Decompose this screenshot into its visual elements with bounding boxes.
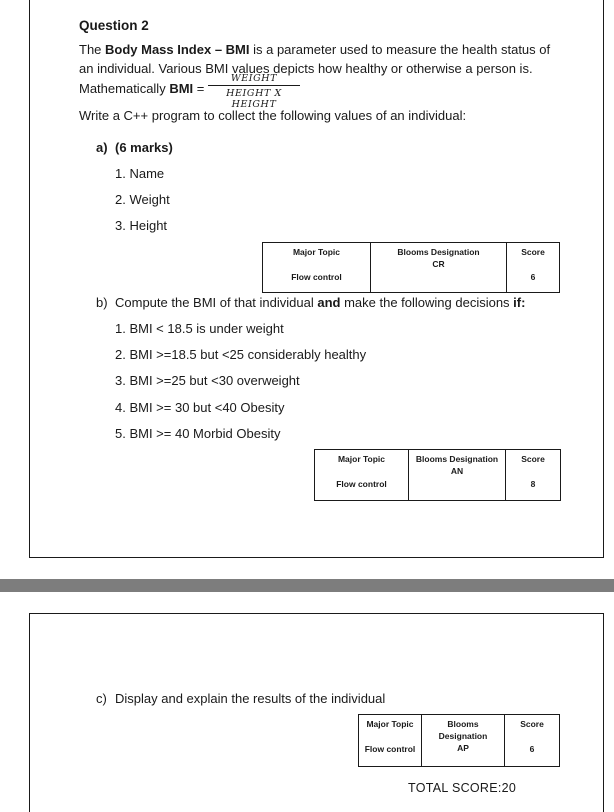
instruction: Write a C++ program to collect the following values of an individual: (79, 108, 467, 123)
rubric-topic-header: Major Topic (337, 454, 386, 464)
part-a-marks: (6 marks) (115, 140, 173, 155)
rubric-score-header: Score (520, 719, 544, 729)
rubric-blooms-value: AP (457, 743, 469, 753)
rubric-blooms-header: Blooms Designation (397, 247, 480, 257)
math-line (79, 81, 204, 97)
math-equals: = (193, 81, 205, 96)
part-b-bold: and (317, 295, 341, 310)
rubric-blooms-cell (422, 715, 505, 767)
part-a-item-height: 3. Height (115, 218, 168, 233)
rubric-topic-header: Major Topic (366, 719, 414, 729)
part-b-item-3: 3. BMI >=25 but <30 overweight (115, 373, 300, 388)
intro-prefix: The (79, 42, 106, 57)
intro-bold-term: Body Mass Index – BMI (105, 42, 250, 57)
formula-numerator: WEIGHT (230, 73, 278, 84)
total-score: TOTAL SCORE:20 (408, 781, 517, 795)
part-b-prompt (115, 295, 525, 311)
rubric-score-header: Score (521, 247, 545, 257)
rubric-blooms-cell (409, 450, 506, 501)
rubric-blooms-header-2: Designation (438, 731, 488, 741)
rubric-table-b (314, 449, 561, 501)
rubric-topic-cell (315, 450, 409, 501)
bmi-formula (208, 73, 300, 110)
formula-denominator: HEIGHT X HEIGHT (226, 88, 282, 110)
rubric-score-value: 6 (530, 272, 536, 282)
part-a-item-weight: 2. Weight (115, 192, 170, 207)
rubric-table-a (262, 242, 560, 293)
rubric-score-cell (505, 715, 560, 767)
document-page-2 (29, 613, 604, 812)
rubric-score-header: Score (521, 454, 545, 464)
rubric-blooms-cell (371, 243, 507, 293)
part-b-item-1: 1. BMI < 18.5 is under weight (115, 321, 284, 336)
rubric-topic-value: Flow control (364, 744, 416, 754)
part-b-label: b) (96, 295, 108, 310)
rubric-topic-value: Flow control (336, 479, 387, 489)
part-c-text: Display and explain the results of the individual (115, 691, 386, 706)
part-a-item-name: 1. Name (115, 166, 165, 181)
rubric-blooms-value: AN (450, 466, 464, 476)
part-b-text-1: Compute the BMI of that individual (115, 295, 318, 310)
rubric-score-value: 6 (529, 744, 535, 754)
rubric-score-cell (506, 450, 561, 501)
math-prefix: Mathematically (79, 81, 170, 96)
intro-line-2: an individual. Various BMI values depicts how healthy or otherwise a person is. (79, 61, 533, 76)
rubric-blooms-header-1: Blooms (447, 719, 479, 729)
intro-line-1 (79, 42, 550, 58)
question-title: Question 2 (79, 18, 149, 33)
intro-rest: is a parameter used to measure the health status of (249, 42, 551, 57)
rubric-score-value: 8 (530, 479, 536, 489)
page-gap (0, 579, 614, 592)
part-a-label: a) (96, 140, 108, 155)
rubric-topic-cell (263, 243, 371, 293)
fraction-bar (208, 85, 300, 86)
rubric-topic-value: Flow control (291, 272, 342, 282)
part-c-label: c) (96, 691, 107, 706)
math-bmi: BMI (169, 81, 194, 96)
rubric-topic-header: Major Topic (292, 247, 341, 257)
part-b-end: if: (513, 295, 526, 310)
rubric-topic-cell (359, 715, 422, 767)
rubric-blooms-header: Blooms Designation (415, 454, 499, 464)
part-b-item-4: 4. BMI >= 30 but <40 Obesity (115, 400, 285, 415)
rubric-blooms-value: CR (432, 259, 445, 269)
rubric-table-c (358, 714, 560, 767)
rubric-score-cell (507, 243, 560, 293)
part-b-text-2: make the following decisions (340, 295, 514, 310)
part-b-item-5: 5. BMI >= 40 Morbid Obesity (115, 426, 281, 441)
part-b-item-2: 2. BMI >=18.5 but <25 considerably healthy (115, 347, 367, 362)
